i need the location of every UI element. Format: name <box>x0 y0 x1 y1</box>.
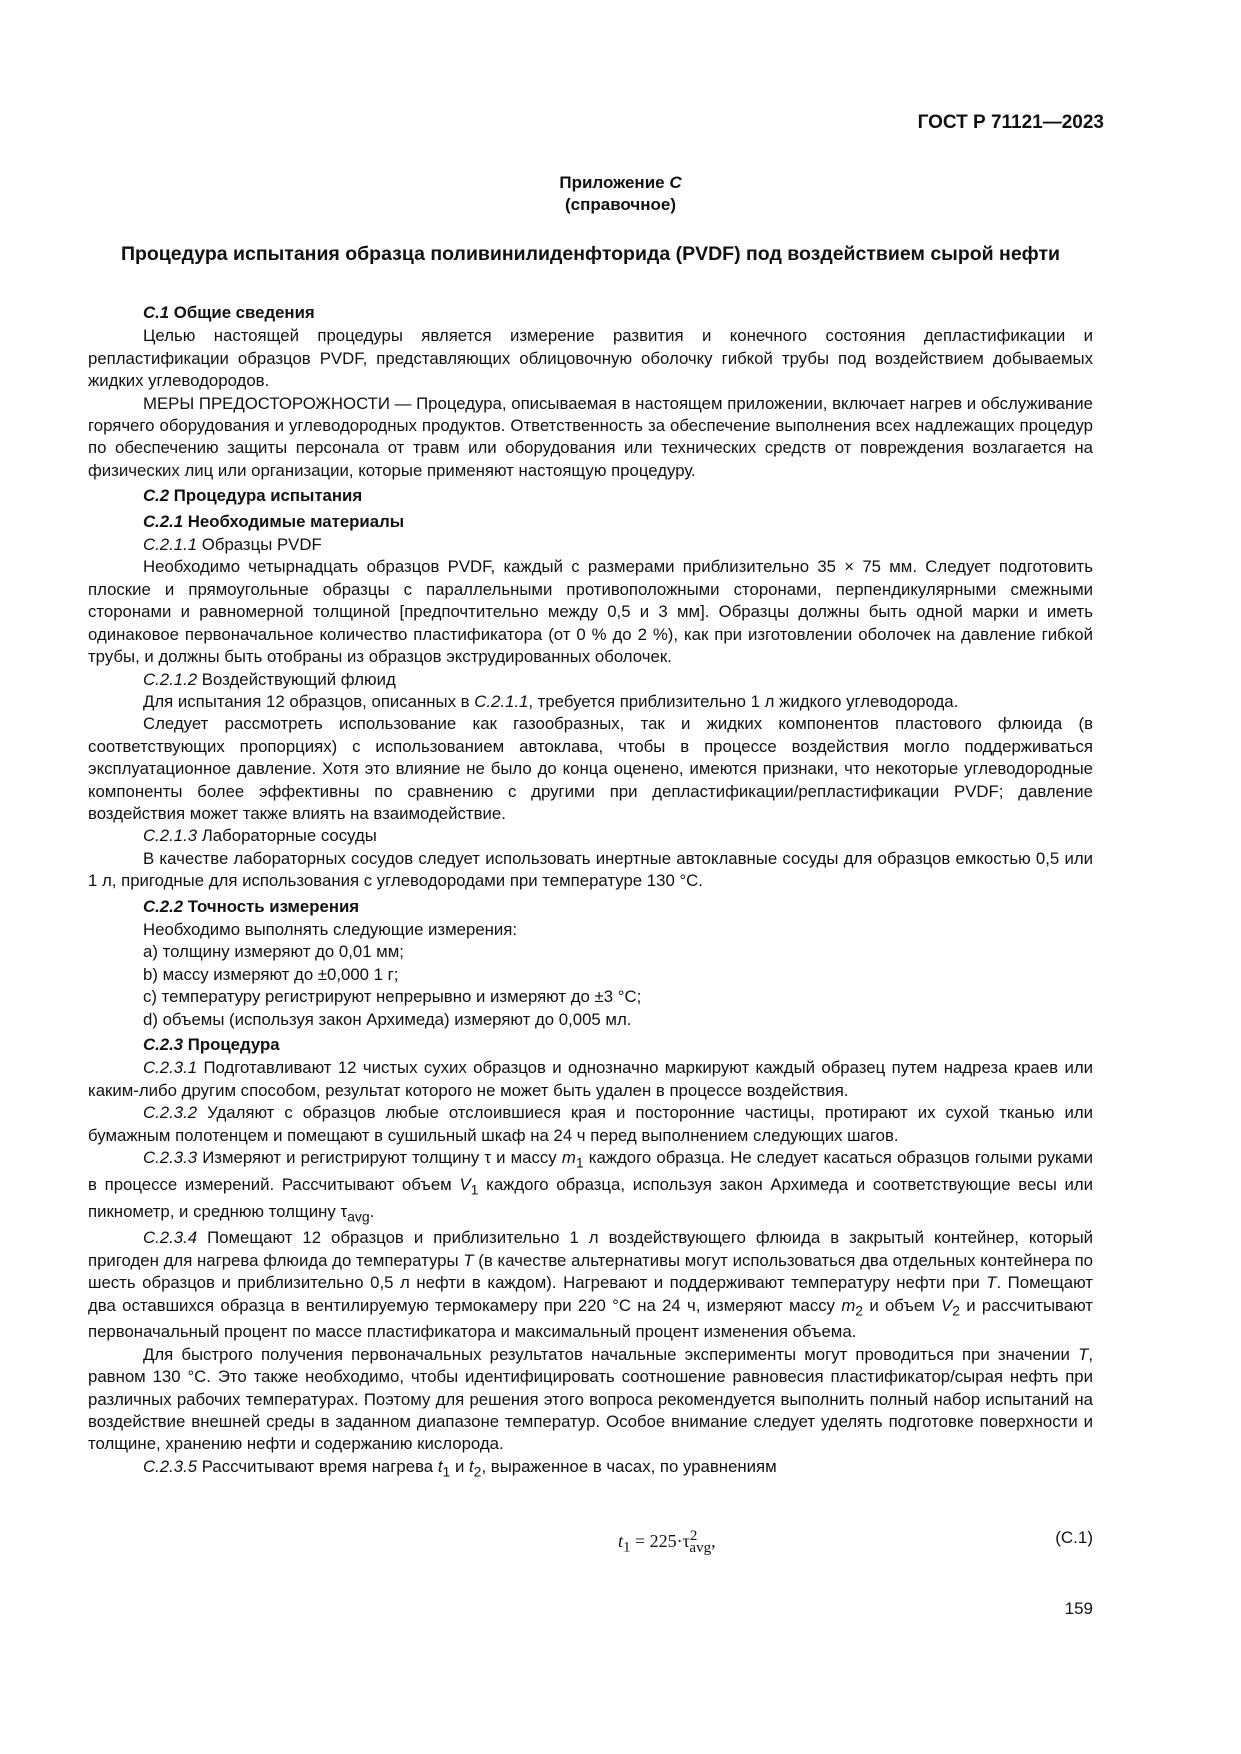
paragraph: В качестве лабораторных сосудов следует использовать инертные автоклавные сосуды для образцов емкостью 0,5 или 1 л, пригодные для использования с углеводородами при температуре 130 °С. <box>88 848 1093 891</box>
section-heading-c2: С.2 Процедура испытания <box>143 486 363 506</box>
paragraph-c231: С.2.3.1 Подготавливают 12 чистых сухих образцов и однозначно маркируют каждый образец путем надреза краев или каким-либо другим способом, результат которого не может быть удален в процессе воздействия. <box>88 1058 1093 1100</box>
equation-number: (С.1) <box>1055 1528 1093 1547</box>
paragraph-c233: С.2.3.3 Измеряют и регистрируют толщину τ и массу $m_1$ каждого образца. Не следует касаться образцов голыми руками в процессе измерений. Рассчитывают объем $V_1$ каждого образца, используя закон Архимеда и соответствующие весы или пикнометр, и среднюю толщину $\tau_{avg}$. <box>88 1148 1093 1224</box>
paragraph-c235: С.2.3.5 Рассчитывают время нагрева $t_1$ и $t_2$, выраженное в часах, по уравнениям <box>143 1456 777 1480</box>
document-body <box>88 299 1093 1483</box>
annex-heading <box>0 172 1241 216</box>
page-number: 159 <box>1064 1599 1093 1618</box>
section-heading-c21: С.2.1 Необходимые материалы <box>143 511 405 531</box>
doc-header-id: ГОСТ Р 71121—2023 <box>917 112 1104 133</box>
document-title: Процедура испытания образца поливинилиденфторида (PVDF) под воздействием сырой нефти <box>120 243 1061 265</box>
equation-expression: $t_1 = 225\cdot\tau^2_{avg}$, <box>618 1528 716 1556</box>
paragraph: МЕРЫ ПРЕДОСТОРОЖНОСТИ — Процедура, описываемая в настоящем приложении, включает нагрев и обслуживание горячего оборудования и углеводородных продуктов. Ответственность за обеспечение выполнения всех надлежащих процедур по обеспечению защиты персонала от травм или оборудования или технических средств от повреждения возлагается на физических лиц или организации, которые применяют настоящую процедуру. <box>88 393 1093 480</box>
subsection-heading-c212: С.2.1.2 Воздействующий флюид <box>143 669 396 689</box>
cross-reference: С.2.1.1 <box>474 691 529 711</box>
section-heading-c1: С.1 Общие сведения <box>143 303 315 322</box>
annex-label: Приложение С <box>559 173 682 192</box>
paragraph: Необходимо четырнадцать образцов PVDF, каждый с размерами приблизительно 35 × 75 мм. Следует подготовить плоские и прямоугольные образцы с параллельными противоположными сторонами, перпендикулярными смежными сторонами и равномерной толщиной [предпочтительно между 0,5 и 3 мм]. Образцы должны быть одной марки и иметь одинаковое первоначальное количество пластификатора (от 0 % до 2 %), как при изготовлении оболочек на давление гибкой трубы, и должны быть отобраны из образцов экструдированных оболочек. <box>88 557 1093 667</box>
list-item: c) температуру регистрируют непрерывно и измеряют до ±3 °С; <box>143 987 642 1007</box>
subsection-heading-c213: С.2.1.3 Лабораторные сосуды <box>143 826 377 846</box>
section-heading-c22: С.2.2 Точность измерения <box>143 896 360 916</box>
paragraph-c234: С.2.3.4 Помещают 12 образцов и приблизительно 1 л воздействующего флюида в закрытый контейнер, который пригоден для нагрева флюида до температуры T (в качестве альтернативы могут использоваться два отдельных контейнера по шесть образцов и приблизительно 0,5 л нефти в каждом). Нагревают и поддерживают температуру нефти при T. Помещают два оставшихся образца в вентилируемую термокамеру при 220 °С на 24 ч, измеряют массу $m_2$ и объем $V_2$ и рассчитывают первоначальный процент по массе пластификатора и максимальный процент изменения объема. <box>88 1228 1093 1342</box>
paragraph: Для быстрого получения первоначальных результатов начальные эксперименты могут проводиться при значении T, равном 130 °С. Это также необходимо, чтобы идентифицировать соотношение равновесия пластификатор/сырая нефть при различных рабочих температурах. Поэтому для решения этого вопроса рекомендуется выполнить полный набор испытаний на воздействие внешней среды в заданном диапазоне температур. Особое внимание следует уделять подготовке поверхности и толщине, хранению нефти и содержанию кислорода. <box>88 1344 1093 1454</box>
annex-type: (справочное) <box>564 195 677 214</box>
annex-letter: С <box>669 173 682 192</box>
paragraph: Для испытания 12 образцов, описанных в С.2.1.1, требуется приблизительно 1 л жидкого углеводорода. <box>143 691 959 711</box>
list-item: d) объемы (используя закон Архимеда) измеряют до 0,005 мл. <box>143 1009 632 1029</box>
section-heading-c23: С.2.3 Процедура <box>143 1035 280 1054</box>
paragraph-c232: С.2.3.2 Удаляют с образцов любые отслоившиеся края и посторонние частицы, протирают их сухой тканью или бумажным полотенцем и помещают в сушильный шкаф на 24 ч перед выполнением следующих шагов. <box>88 1103 1093 1145</box>
subsection-heading-c211: С.2.1.1 Образцы PVDF <box>143 535 322 555</box>
list-item: a) толщину измеряют до 0,01 мм; <box>143 942 404 962</box>
list-item: b) массу измеряют до ±0,000 1 г; <box>143 964 399 984</box>
paragraph: Целью настоящей процедуры является измерение развития и конечного состояния депластификации и репластификации образцов PVDF, представляющих облицовочную оболочку гибкой трубы под воздействием добываемых жидких углеводородов. <box>88 326 1093 391</box>
paragraph: Необходимо выполнять следующие измерения: <box>143 919 518 939</box>
paragraph: Следует рассмотреть использование как газообразных, так и жидких компонентов пластового флюида (в соответствующих пропорциях) с использованием автоклава, чтобы в процессе воздействия могло поддерживаться эксплуатационное давление. Хотя это влияние не было до конца оценено, имеются признаки, что некоторые углеводородные компоненты более эффективны по сравнению с другими при депластификации/репластификации PVDF; давление воздействия может также влиять на взаимодействие. <box>88 714 1093 823</box>
equation-c1 <box>88 1528 1093 1558</box>
